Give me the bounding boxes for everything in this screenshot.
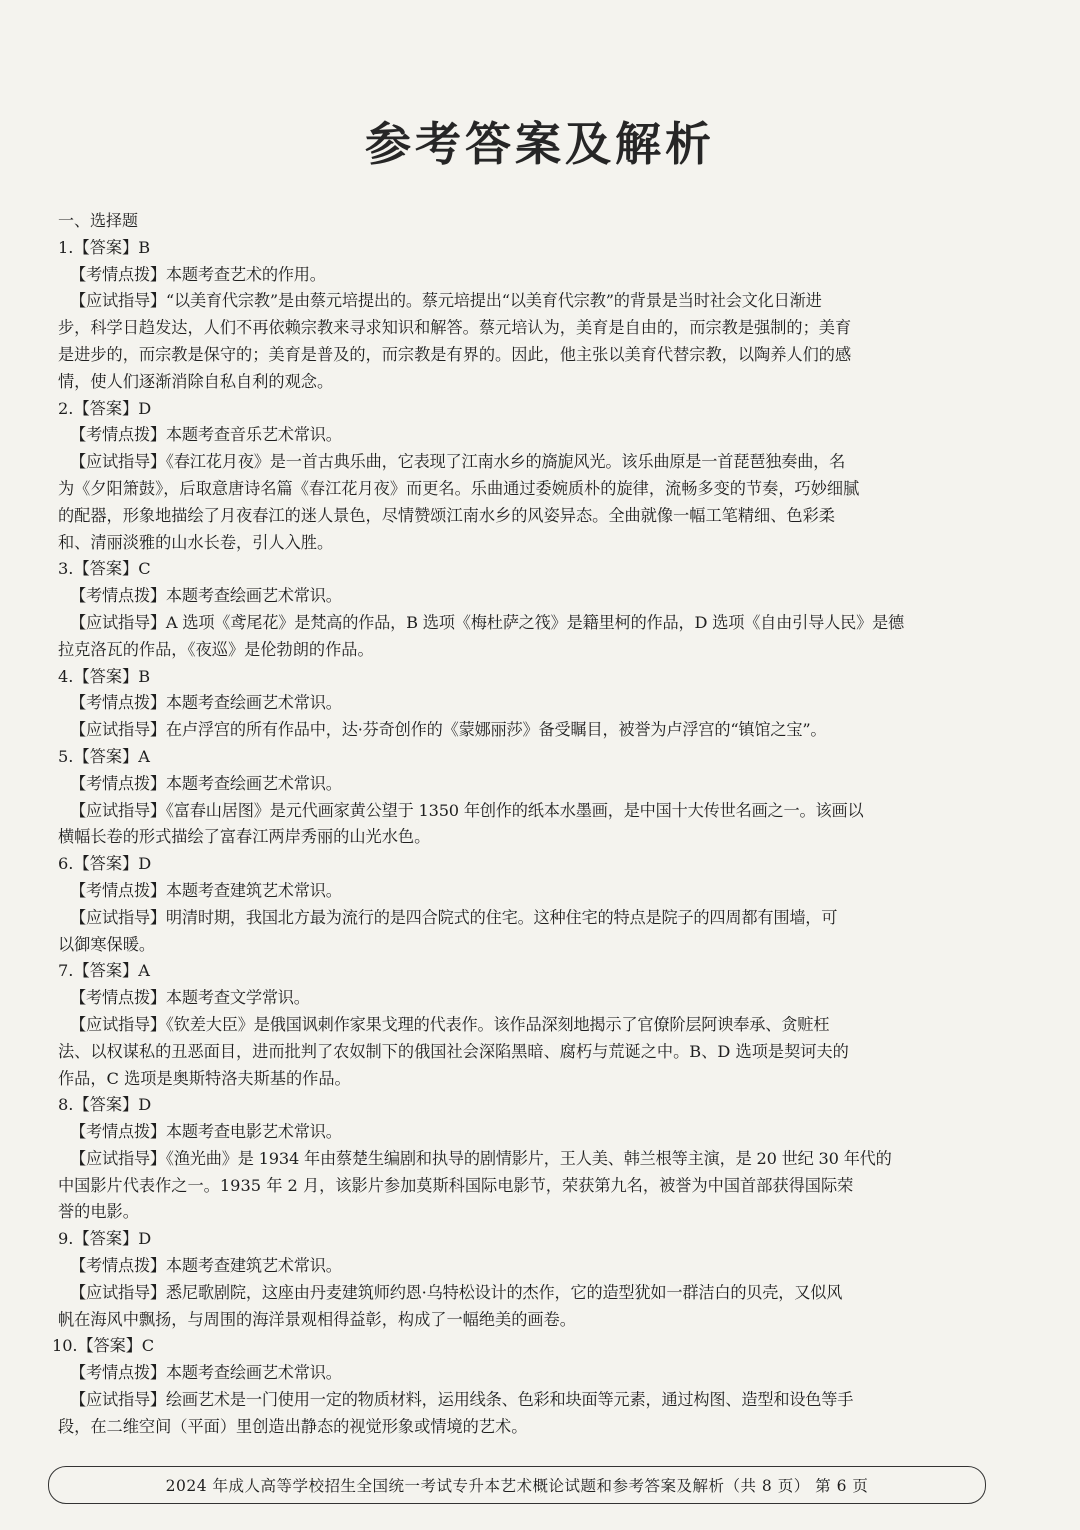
answer-value: 【答案】A [73,746,150,766]
guide-line: 【应试指导】《富春山居图》是元代画家黄公望于 1350 年创作的纸本水墨画，是中国十大传世名画之一。该画以 [70,800,864,820]
guide-line: 是进步的，而宗教是保守的；美育是普及的，而宗教是有界的。因此，他主张以美育代替宗教，以陶养人们的感 [58,344,852,364]
exam-point: 【考情点拨】本题考查绘画艺术常识。 [70,693,342,713]
exam-point: 【考情点拨】本题考查电影艺术常识。 [70,1122,342,1142]
question-number: 8. [58,1095,74,1115]
guide-line: 步，科学日趋发达，人们不再依赖宗教来寻求知识和解答。蔡元培认为，美育是自由的，而宗教是强制的；美育 [58,318,852,338]
guide-line: 【应试指导】在卢浮宫的所有作品中，达·芬奇创作的《蒙娜丽莎》备受瞩目，被誉为卢浮宫的“镇馆之宝”。 [70,720,827,740]
question-number: 6. [58,854,74,874]
answer-value: 【答案】B [73,237,151,257]
question-list [52,235,1006,1441]
answer-value: 【答案】D [73,1229,152,1249]
question-number: 1. [58,237,74,257]
question-item [52,1333,1006,1440]
answer-value: 【答案】C [73,559,151,579]
answer-value: 【答案】B [73,666,151,686]
answer-value: 【答案】A [73,961,150,981]
question-number: 10. [52,1336,78,1356]
guide-line: 为《夕阳箫鼓》，后取意唐诗名篇《春江花月夜》而更名。乐曲通过委婉质朴的旋律，流畅多变的节奏，巧妙细腻 [58,478,860,498]
answer-line [58,1092,1006,1119]
guide-line: 法、以权谋私的丑恶面目，进而批判了农奴制下的俄国社会深陷黑暗、腐朽与荒诞之中。B、D 选项是契诃夫的 [58,1041,849,1061]
question-item [58,851,1006,958]
page-footer [48,1466,986,1504]
question-number: 7. [58,961,74,981]
answer-value: 【答案】D [73,854,152,874]
answer-line [52,1333,1006,1360]
exam-point: 【考情点拨】本题考查文学常识。 [70,988,310,1008]
guide-line: 【应试指导】《渔光曲》是 1934 年由蔡楚生编剧和执导的剧情影片，王人美、韩兰根等主演，是 20 世纪 30 年代的 [70,1148,892,1168]
question-item [58,235,1006,396]
guide-line: 【应试指导】“以美育代宗教”是由蔡元培提出的。蔡元培提出“以美育代宗教”的背景是当时社会文化日渐进 [70,291,822,311]
question-number: 4. [58,666,74,686]
answer-line [58,1226,1006,1253]
exam-point: 【考情点拨】本题考查绘画艺术常识。 [70,1363,342,1383]
answer-line [58,396,1006,423]
guide-line: 【应试指导】悉尼歌剧院，这座由丹麦建筑师约恩·乌特松设计的杰作，它的造型犹如一群洁白的贝壳，又似风 [70,1282,843,1302]
guide-line: 【应试指导】明清时期，我国北方最为流行的是四合院式的住宅。这种住宅的特点是院子的四周都有围墙，可 [70,907,838,927]
answer-line [58,556,1006,583]
question-item [58,556,1006,663]
question-number: 2. [58,398,74,418]
guide-line: 拉克洛瓦的作品，《夜巡》是伦勃朗的作品。 [58,639,374,659]
answer-value: 【答案】C [77,1336,155,1356]
answer-value: 【答案】D [73,1095,152,1115]
guide-line: 段，在二维空间（平面）里创造出静态的视觉形象或情境的艺术。 [58,1416,528,1436]
exam-point: 【考情点拨】本题考查绘画艺术常识。 [70,773,342,793]
footer-text: 2024 年成人高等学校招生全国统一考试专升本艺术概论试题和参考答案及解析（共 8 页） 第 6 页 [165,1477,869,1495]
guide-line: 情，使人们逐渐消除自私自利的观念。 [58,371,334,391]
answer-line [58,958,1006,985]
guide-line: 和、清丽淡雅的山水长卷，引人入胜。 [58,532,334,552]
guide-line: 【应试指导】A 选项《鸢尾花》是梵高的作品，B 选项《梅杜萨之筏》是籍里柯的作品，D 选项《自由引导人民》是德 [70,612,905,632]
question-item [58,958,1006,1092]
guide-line: 【应试指导】《钦差大臣》是俄国讽刺作家果戈理的代表作。该作品深刻地揭示了官僚阶层阿谀奉承、贪赃枉 [70,1014,830,1034]
guide-line: 以御寒保暖。 [58,934,156,954]
exam-point: 【考情点拨】本题考查建筑艺术常识。 [70,1256,342,1276]
guide-line: 誉的电影。 [58,1202,139,1222]
question-number: 5. [58,746,74,766]
question-item [58,1092,1006,1226]
guide-line: 中国影片代表作之一。1935 年 2 月，该影片参加莫斯科国际电影节，荣获第九名，被誉为中国首部获得国际荣 [58,1175,854,1195]
guide-line: 【应试指导】绘画艺术是一门使用一定的物质材料，运用线条、色彩和块面等元素，通过构图、造型和设色等手 [70,1390,854,1410]
question-item [58,1226,1006,1333]
answer-value: 【答案】D [73,398,152,418]
answer-line [58,744,1006,771]
exam-point: 【考情点拨】本题考查建筑艺术常识。 [70,880,342,900]
exam-point: 【考情点拨】本题考查艺术的作用。 [70,264,326,284]
answer-line [58,851,1006,878]
exam-point: 【考情点拨】本题考查绘画艺术常识。 [70,586,342,606]
page-title: 参考答案及解析 [365,117,715,171]
question-number: 3. [58,559,74,579]
question-item [58,396,1006,557]
exam-point: 【考情点拨】本题考查音乐艺术常识。 [70,425,342,445]
guide-line: 横幅长卷的形式描绘了富春江两岸秀丽的山光水色。 [58,827,431,847]
guide-line: 作品，C 选项是奥斯特洛夫斯基的作品。 [58,1068,351,1088]
guide-line: 的配器，形象地描绘了月夜春江的迷人景色，尽情赞颂江南水乡的风姿异态。全曲就像一幅工笔精细、色彩柔 [58,505,835,525]
guide-line: 帆在海风中飘扬，与周围的海洋景观相得益彰，构成了一幅绝美的画卷。 [58,1309,576,1329]
guide-line: 【应试指导】《春江花月夜》是一首古典乐曲，它表现了江南水乡的旖旎风光。该乐曲原是一首琵琶独奏曲，名 [70,452,846,472]
answer-line [58,235,1006,262]
answer-content [52,208,1006,1441]
question-item [58,744,1006,851]
question-item [58,664,1006,744]
section-title: 一、选择题 [58,211,139,230]
answer-line [58,664,1006,691]
question-number: 9. [58,1229,74,1249]
